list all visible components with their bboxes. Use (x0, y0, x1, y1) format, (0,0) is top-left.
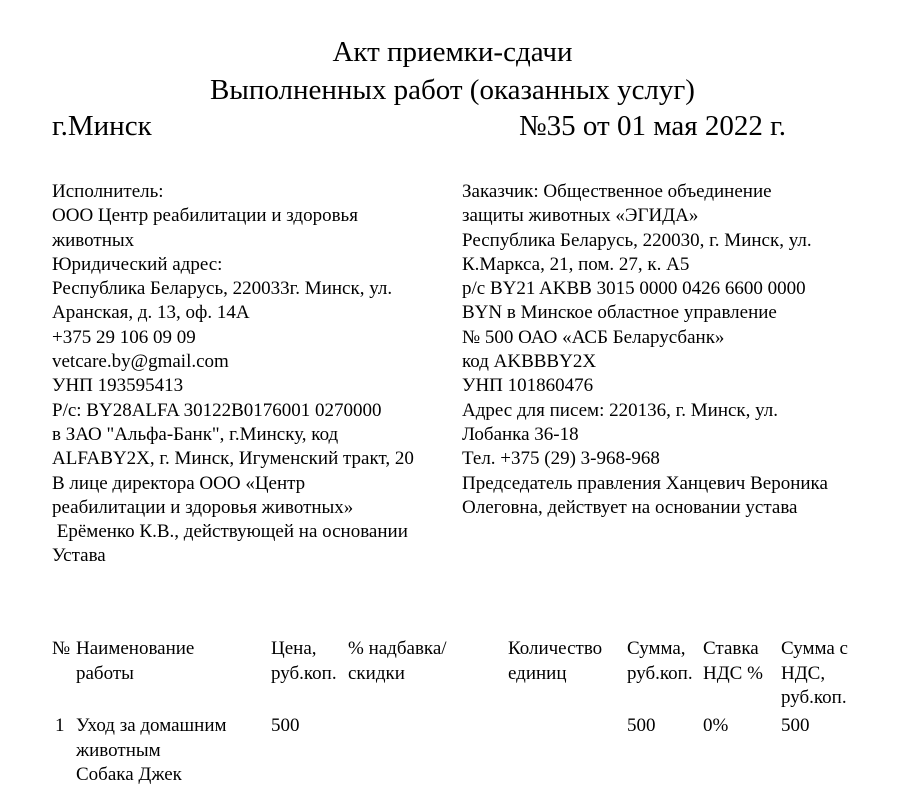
customer-line: Председатель правления Ханцевич Вероника (462, 472, 828, 494)
header-price: Цена, руб.коп. (271, 638, 337, 684)
customer-details (462, 180, 828, 520)
executor-line: ALFABY2X, г. Минск, Игуменский тракт, 20 (52, 448, 414, 470)
customer-line: защиты животных «ЭГИДА» (462, 205, 699, 227)
customer-line: Тел. +375 (29) 3-968-968 (462, 448, 660, 470)
executor-line: В лице директора ООО «Центр (52, 472, 306, 494)
customer-line: Адрес для писем: 220136, г. Минск, ул. (462, 399, 779, 421)
row-sum-with-vat: 500 (781, 715, 810, 736)
customer-line: Олеговна, действует на основании устава (462, 496, 798, 518)
executor-line: реабилитации и здоровья животных» (52, 496, 354, 518)
executor-details (52, 180, 414, 569)
customer-line: Республика Беларусь, 220030, г. Минск, ул. (462, 229, 812, 251)
customer-line: К.Маркса, 21, пом. 27, к. А5 (462, 253, 690, 275)
executor-line: Устава (52, 545, 106, 567)
header-markup: % надбавка/ скидки (348, 638, 447, 684)
header-name: Наименование работы (76, 638, 195, 684)
header-sum: Сумма, руб.коп. (627, 638, 693, 684)
header-num: № (52, 638, 71, 659)
row-price: 500 (271, 715, 300, 736)
customer-line: УНП 101860476 (462, 375, 594, 397)
executor-line: Аранская, д. 13, оф. 14А (52, 302, 250, 324)
executor-line: Исполнитель: (52, 181, 164, 202)
executor-line: +375 29 106 09 09 (52, 326, 196, 348)
executor-line: Ерёменко К.В., действующей на основании (52, 521, 408, 543)
act-number-date: №35 от 01 мая 2022 г. (519, 110, 786, 142)
customer-line: р/с BY21 AKBB 3015 0000 0426 6600 0000 (462, 278, 806, 300)
executor-line: УНП 193595413 (52, 375, 184, 397)
customer-line: Лобанка 36-18 (462, 423, 579, 445)
document-title: Акт приемки-сдачи (332, 36, 573, 68)
executor-line: Юридический адрес: (52, 253, 223, 275)
executor-line: Р/с: BY28ALFA 30122B0176001 0270000 (52, 399, 382, 421)
customer-line: BYN в Минское областное управление (462, 302, 777, 324)
executor-line: животных (52, 229, 135, 251)
customer-line: № 500 ОАО «АСБ Беларусбанк» (462, 326, 725, 348)
document-subtitle: Выполненных работ (оказанных услуг) (210, 74, 695, 106)
header-quantity: Количество единиц (508, 638, 603, 684)
row-vat-rate: 0% (703, 715, 729, 736)
executor-line: в ЗАО "Альфа-Банк", г.Минску, код (52, 423, 339, 445)
executor-line: Республика Беларусь, 220033г. Минск, ул. (52, 278, 393, 300)
row-sum: 500 (627, 715, 656, 736)
city: г.Минск (52, 110, 152, 142)
header-vat-rate: Ставка НДС % (703, 638, 763, 684)
header-sum-with-vat: Сумма с НДС, руб.коп. (781, 638, 848, 708)
row-num: 1 (55, 715, 65, 736)
executor-line: ООО Центр реабилитации и здоровья (52, 205, 358, 227)
row-name: Уход за домашним животным Собака Джек (76, 715, 227, 785)
customer-line: код AKBBBY2X (462, 351, 597, 373)
customer-line: Заказчик: Общественное объединение (462, 181, 772, 202)
executor-line: vetcare.by@gmail.com (52, 351, 229, 373)
